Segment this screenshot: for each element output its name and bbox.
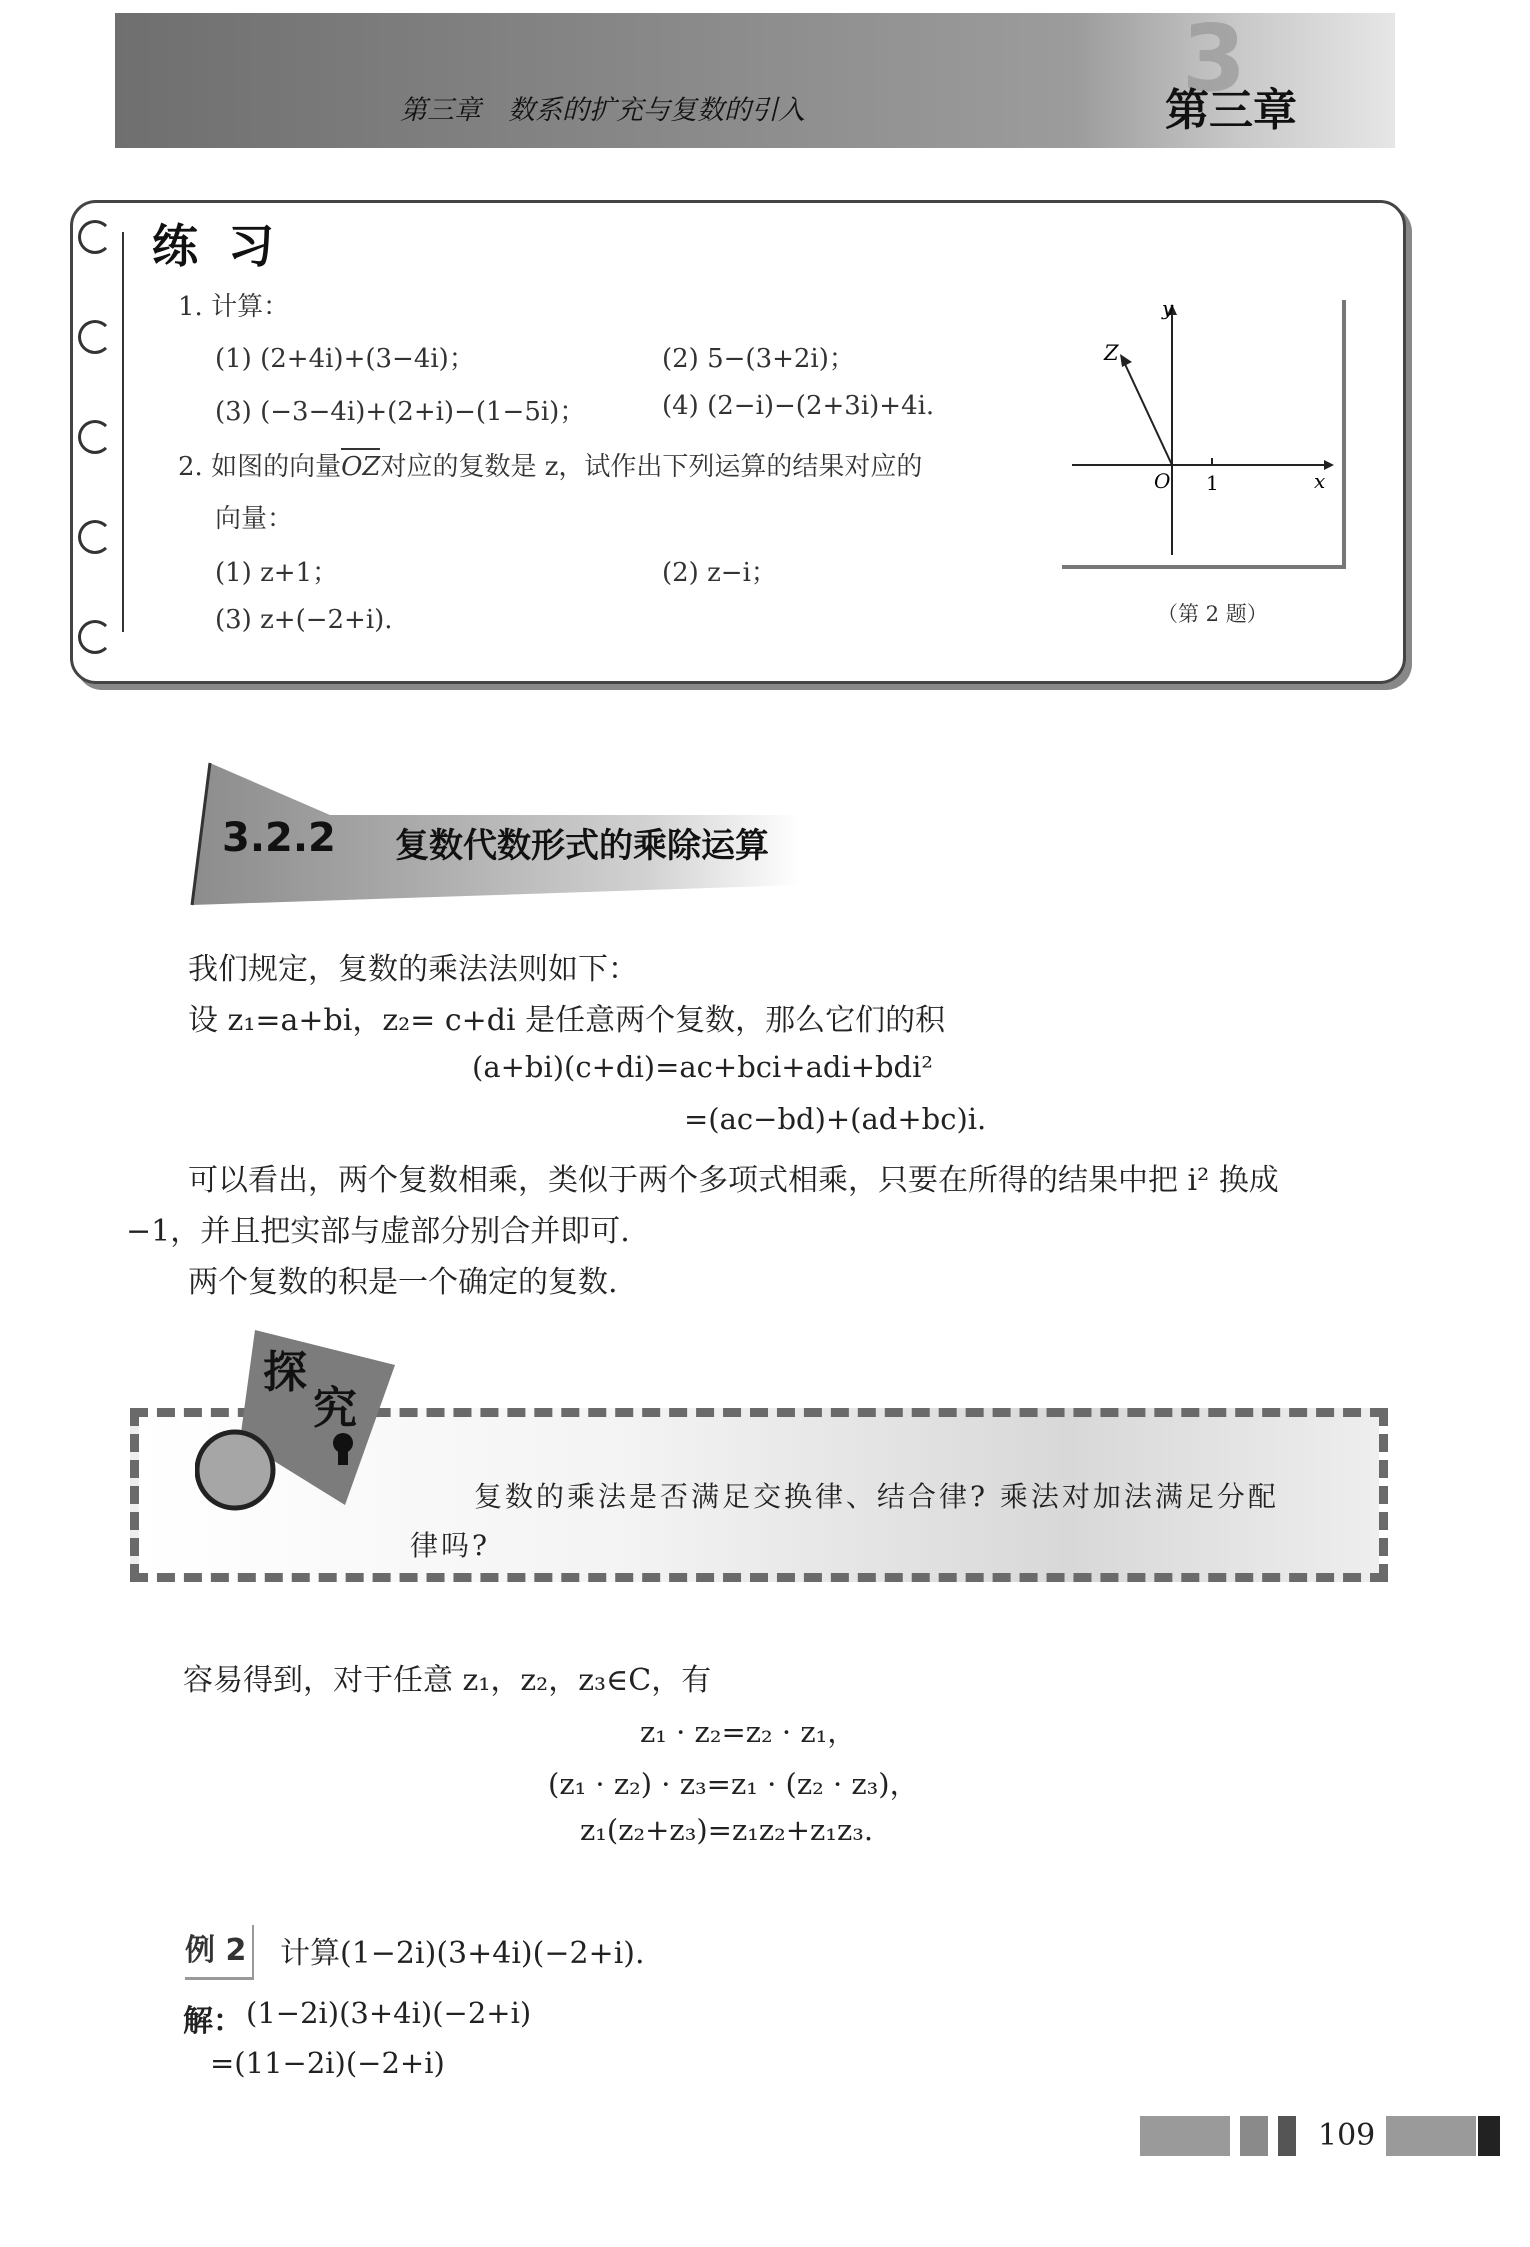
binder-ring-icon <box>78 420 112 454</box>
equation: =(ac−bd)+(ad+bc)i. <box>684 1102 987 1136</box>
chapter-number-decoration: 3 <box>1182 5 1247 112</box>
question-1-label: 1. 计算： <box>178 292 290 322</box>
question-1-item: (1) (2+4i)+(3−4i)； <box>215 344 475 374</box>
keyhole-slot <box>338 1443 348 1465</box>
equation: (z₁ · z₂) · z₃=z₁ · (z₂ · z₃)， <box>548 1767 919 1801</box>
explore-badge-char: 究 <box>313 1383 357 1434</box>
figure-caption: （第 2 题） <box>1157 602 1268 626</box>
chapter-badge: 第三章 <box>1165 85 1297 136</box>
paragraph: −1，并且把实部与虚部分别合并即可. <box>126 1214 630 1249</box>
exercise-heading: 练习 <box>152 219 304 273</box>
footer-bar <box>1140 2116 1230 2156</box>
solution-line: (1−2i)(3+4i)(−2+i) <box>246 1996 532 2030</box>
equation: (a+bi)(c+di)=ac+bci+adi+bdi² <box>472 1050 934 1084</box>
binder-ring-icon <box>78 520 112 554</box>
question-1-item: (2) 5−(3+2i)； <box>662 344 855 374</box>
question-2-text-c: 向量： <box>215 504 294 534</box>
question-2-item: (2) z−i； <box>662 558 777 588</box>
footer-bar <box>1240 2116 1268 2156</box>
solution-line: =(11−2i)(−2+i) <box>210 2046 445 2080</box>
footer-bar <box>1386 2116 1476 2156</box>
point-z-label: Z <box>1104 341 1119 365</box>
x-axis-arrow-icon <box>1324 460 1334 470</box>
question-2-item: (3) z+(−2+i). <box>215 605 393 635</box>
explore-badge <box>195 1325 405 1525</box>
solution-label: 解： <box>183 2004 243 2039</box>
vector-oz-line <box>1124 362 1172 465</box>
explore-badge-char: 探 <box>263 1347 307 1398</box>
question-2-text-a: 2. 如图的向量 <box>178 452 342 482</box>
binder-ring-icon <box>78 320 112 354</box>
origin-label: O <box>1154 469 1171 493</box>
complex-plane-figure <box>1062 300 1342 565</box>
paragraph: 容易得到，对于任意 z₁，z₂，z₃∈C，有 <box>183 1663 712 1698</box>
magnifier-icon <box>197 1432 273 1508</box>
question-2-text <box>178 446 922 483</box>
explore-question: 律吗? <box>410 1529 491 1562</box>
binder-ring-icon <box>78 620 112 654</box>
question-1-item: (4) (2−i)−(2+3i)+4i. <box>662 391 935 421</box>
example-label: 例 2 <box>185 1925 254 1980</box>
equation: z₁(z₂+z₃)=z₁z₂+z₁z₃. <box>580 1813 874 1847</box>
section-title: 复数代数形式的乘除运算 <box>395 826 769 866</box>
paragraph: 我们规定，复数的乘法法则如下： <box>188 952 638 987</box>
paragraph: 两个复数的积是一个确定的复数. <box>188 1265 618 1300</box>
footer-bar <box>1478 2116 1500 2156</box>
example-prompt: 计算(1−2i)(3+4i)(−2+i). <box>280 1936 645 1971</box>
running-title: 第三章 数系的扩充与复数的引入 <box>400 95 805 126</box>
binder-ring-icon <box>78 220 112 254</box>
vector-arrow-icon <box>341 448 380 450</box>
vector-oz <box>341 448 380 482</box>
footer-bar <box>1278 2116 1296 2156</box>
y-axis-label: y <box>1162 300 1174 320</box>
question-1-item: (3) (−3−4i)+(2+i)−(1−5i)； <box>215 397 586 427</box>
page-number: 109 <box>1318 2118 1376 2153</box>
tick-label: 1 <box>1206 471 1219 495</box>
paragraph: 可以看出，两个复数相乘，类似于两个多项式相乘，只要在所得的结果中把 i² 换成 <box>188 1163 1279 1198</box>
paragraph: 设 z₁=a+bi，z₂= c+di 是任意两个复数，那么它们的积 <box>188 1003 946 1038</box>
x-axis-label: x <box>1314 469 1326 493</box>
equation: z₁ · z₂=z₂ · z₁， <box>640 1715 857 1749</box>
vector-label: OZ <box>341 452 381 482</box>
question-2-item: (1) z+1； <box>215 558 339 588</box>
section-number: 3.2.2 <box>222 815 336 861</box>
explore-question: 复数的乘法是否满足交换律、结合律? 乘法对加法满足分配 <box>474 1480 1279 1513</box>
question-2-text-b: 对应的复数是 z，试作出下列运算的结果对应的 <box>380 452 923 482</box>
exercise-divider <box>122 232 124 632</box>
